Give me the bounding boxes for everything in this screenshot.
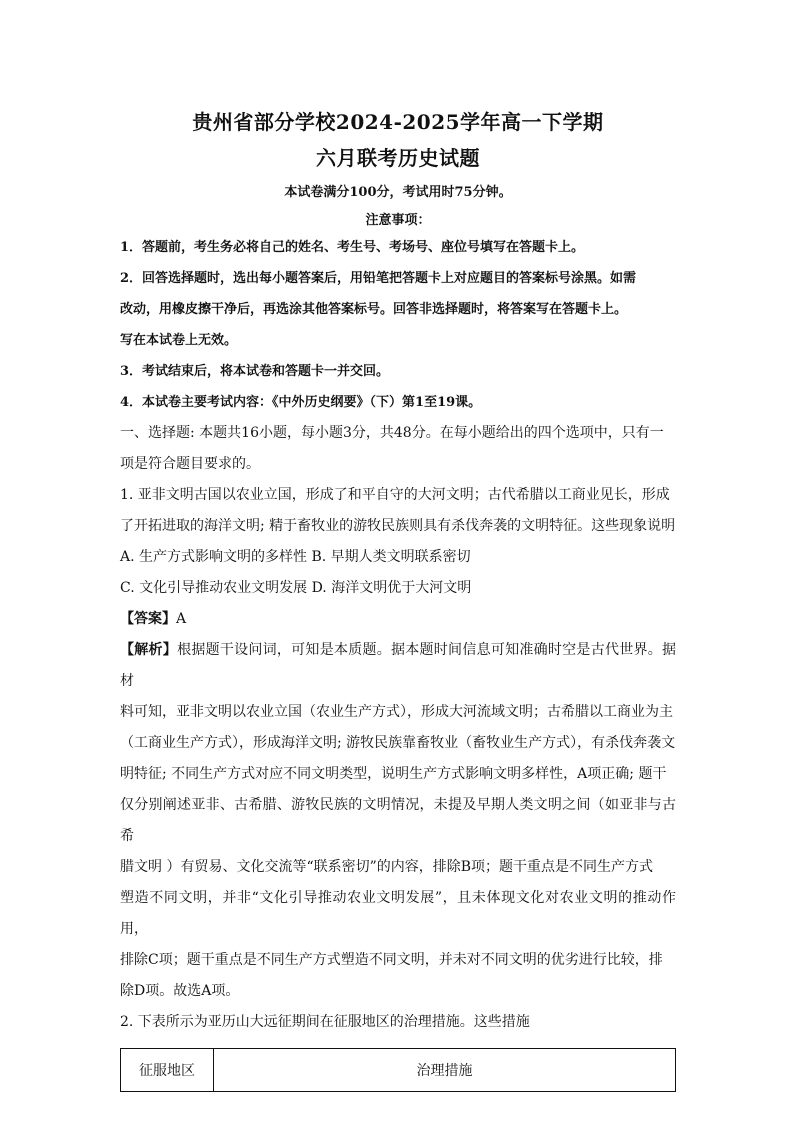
analysis-line-3: （工商业生产方式），形成海洋文明; 游牧民族靠畜牧业（畜牧业生产方式），有杀伐奔袭文: [120, 735, 676, 751]
analysis-line-2: 料可知，亚非文明以农业立国（农业生产方式），形成大河流域文明；古希腊以工商业为主: [120, 704, 673, 720]
analysis-line-9: 除D项。故选A项。: [120, 983, 240, 999]
question-1-options-ab: A. 生产方式影响文明的多样性 B. 早期人类文明联系密切: [120, 549, 471, 565]
question-2-stem: 2. 下表所示为亚历山大远征期间在征服地区的治理措施。这些措施: [120, 1014, 530, 1030]
score-note: 本试卷满分100分，考试用时75分钟。: [284, 185, 512, 200]
analysis-line-4: 明特征; 不同生产方式对应不同文明类型，说明生产方式影响文明多样性，A项正确; 题干: [120, 766, 667, 782]
notice-item-2-cont: 改动，用橡皮擦干净后，再选涂其他答案标号。回答非选择题时，将答案写在答题卡上。: [120, 302, 628, 317]
answer-line: [120, 604, 676, 635]
analysis-line-5: 仅分别阐述亚非、古希腊、游牧民族的文明情况，未提及早期人类文明之间（如亚非与古希: [120, 797, 676, 844]
table-header-region: 征服地区: [121, 1049, 214, 1092]
analysis-line-8: 排除C项；题干重点是不同生产方式塑造不同文明，并未对不同文明的优劣进行比较，排: [120, 952, 663, 968]
answer-tag: 【答案】: [120, 611, 176, 627]
question-1-stem: 1. 亚非文明古国以农业立国，形成了和平自守的大河文明；古代希腊以工商业见长，形成: [120, 487, 670, 503]
section-heading-cont: 项是符合题目要求的。: [120, 456, 260, 472]
analysis-line-7: 塑造不同文明，并非“文化引导推动农业文明发展”，且未体现文化对农业文明的推动作用，: [120, 890, 676, 937]
notice-heading: 注意事项：: [365, 213, 431, 228]
question-1-stem-cont: 了开拓进取的海洋文明; 精于畜牧业的游牧民族则具有杀伐奔袭的文明特征。这些现象说明: [120, 518, 676, 534]
notice-item-1: 1．答题前，考生务必将自己的姓名、考生号、考场号、座位号填写在答题卡上。: [120, 240, 585, 255]
analysis-line-6: 腊文明 ）有贸易、文化交流等“联系密切”的内容，排除B项；题干重点是不同生产方式: [120, 859, 654, 875]
notice-item-2-end: 写在本试卷上无效。: [120, 333, 238, 348]
table-header-row: [121, 1049, 676, 1092]
question-2-table: [120, 1048, 676, 1092]
exam-title: 贵州省部分学校2024-2025学年高一下学期: [192, 110, 604, 134]
exam-subtitle: 六月联考历史试题: [316, 146, 480, 170]
analysis-line-1: [120, 635, 676, 697]
notice-item-4: 4．本试卷主要考试内容：《中外历史纲要》（下）第1至19课。: [120, 395, 482, 410]
section-heading: 一、选择题: 本题共16小题，每小题3分，共48分。在每小题给出的四个选项中，只有一: [120, 425, 664, 441]
table-header-measures: 治理措施: [214, 1049, 676, 1092]
question-1-options-cd: C. 文化引导推动农业文明发展 D. 海洋文明优于大河文明: [120, 580, 472, 596]
notice-item-2: 2．回答选择题时，选出每小题答案后，用铅笔把答题卡上对应题目的答案标号涂黑。如需: [120, 271, 637, 286]
document-content: [120, 100, 676, 1092]
analysis-tag: 【解析】: [120, 642, 178, 658]
notice-item-3: 3．考试结束后，将本试卷和答题卡一并交回。: [120, 364, 390, 379]
analysis-text: 根据题干设问词，可知是本质题。据本题时间信息可知准确时空是古代世界。据材: [120, 642, 677, 689]
answer-value: A: [176, 611, 187, 627]
